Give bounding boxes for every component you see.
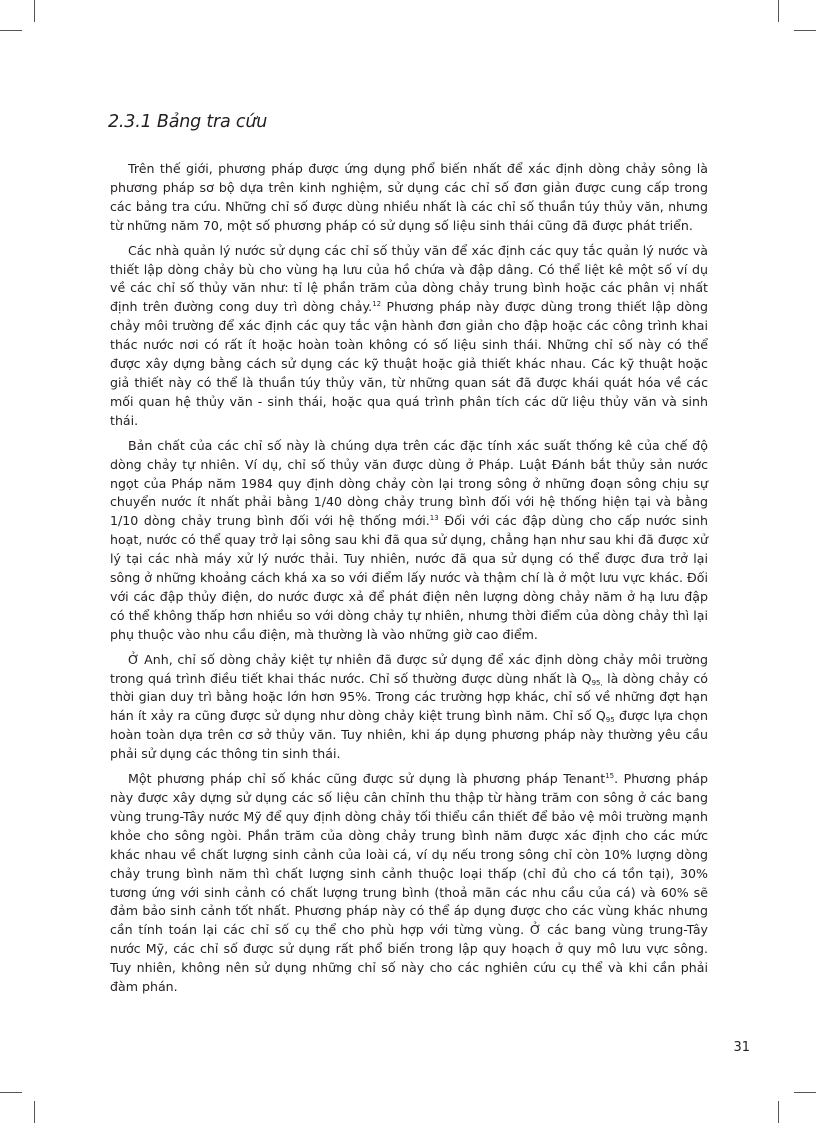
crop-mark	[794, 30, 816, 31]
body-text	[110, 160, 708, 1003]
page-number: 31	[733, 1040, 750, 1055]
paragraph	[110, 770, 708, 997]
subscript: 95	[605, 716, 615, 725]
paragraph-text: Bản chất của các chỉ số này là chúng dựa trên các đặc tính xác suất thống kê của chế độ dòng chảy tự nhiên. Ví dụ, chỉ số thủy văn được dùng ở Pháp. Luật Đánh bắt thủy sản nước ngọt của Pháp năm 1984 quy định dòng chảy còn lại trong sông ở những đoạn sông chịu sự chuyển nước ít nhất phải bằng 1/40 dòng chảy trung bình đối với hệ thống hiện tại và bằng 1/10 dòng chảy trung bình đối với hệ thống mới.	[110, 437, 708, 529]
footnote-ref: 12	[372, 300, 382, 309]
crop-mark	[34, 0, 35, 22]
crop-mark	[0, 1092, 22, 1093]
paragraph-text: Một phương pháp chỉ số khác cũng được sử dụng là phương pháp Tenant	[128, 771, 606, 787]
section-heading: 2.3.1 Bảng tra cứu	[108, 112, 268, 132]
paragraph-text: là dòng chảy có thời gian duy trì bằng hoặc lớn hơn 95%. Trong các trường hợp khác, chỉ số về những đợt hạn hán ít xảy ra cũng được sử dụng như dòng chảy kiệt trung bình năm. Chỉ số Q	[110, 670, 708, 724]
footnote-ref: 13	[429, 514, 439, 523]
paragraph-text: . Phương pháp này được xây dựng sử dụng các số liệu cân chỉnh thu thập từ hàng trăm con sông ở các bang vùng trung-Tây nước Mỹ để quy định dòng chảy tối thiểu cần thiết để bảo vệ môi trường mạnh khỏe cho sông ngòi. Phần trăm của dòng chảy trung bình năm được xác định cho các mức khác nhau về chất lượng sinh cảnh của loài cá, ví dụ nếu trong sông chỉ còn 10% lượng dòng chảy trung bình năm thì chất lượng sinh cảnh thuộc loại thấp (chỉ đủ cho cá tồn tại), 30% tương ứng với sinh cảnh có chất lượng trung bình (thoả mãn các nhu cầu của cá) và 60% sẽ đảm bảo sinh cảnh tốt nhất. Phương pháp này có thể áp dụng được cho các vùng khác nhưng cần tính toán lại các chỉ số cụ thể cho phù hợp với từng vùng. Ở các bang vùng trung-Tây nước Mỹ, các chỉ số được sử dụng rất phổ biến trong lập quy hoạch ở quy mô lưu vực sông. Tuy nhiên, không nên sử dụng những chỉ số này cho các nghiên cứu cụ thể và khi cần phải đàm phán.	[110, 771, 709, 995]
crop-mark	[778, 1101, 779, 1123]
crop-mark	[778, 0, 779, 22]
crop-mark	[34, 1101, 35, 1123]
paragraph	[110, 651, 708, 764]
crop-mark	[794, 1092, 816, 1093]
paragraph-text: Đối với các đập dùng cho cấp nước sinh hoạt, nước có thể quay trở lại sông sau khi đã qua sử dụng, chẳng hạn như sau khi đã được xử lý tại các nhà máy xử lý nước thải. Tuy nhiên, nước đã qua sử dụng có thể được đưa trở lại sông ở những khoảng cách khá xa so với điểm lấy nước và thậm chí là ở một lưu vực khác. Đối với các đập thủy điện, do nước được xả để phát điện nên lượng dòng chảy năm ở hạ lưu đập có thể không thấp hơn nhiều so với dòng chảy tự nhiên, nhưng thời điểm của dòng chảy thì lại phụ thuộc vào nhu cầu điện, mà thường là vào những giờ cao điểm.	[110, 513, 708, 642]
footnote-ref: 15	[605, 772, 615, 781]
paragraph	[110, 242, 708, 431]
paragraph-text: Ở Anh, chỉ số dòng chảy kiệt tự nhiên đã được sử dụng để xác định dòng chảy môi trường trong quá trình điều tiết khai thác nước. Chỉ số thường được dùng nhất là Q	[110, 651, 708, 686]
subscript: 95,	[591, 678, 603, 687]
paragraph-text: Các nhà quản lý nước sử dụng các chỉ số thủy văn để xác định các quy tắc quản lý nước và thiết lập dòng chảy bù cho vùng hạ lưu của hồ chứa và đập dâng. Có thể liệt kê một số ví dụ về các chỉ số thủy văn như: tỉ lệ phần trăm của dòng chảy trung bình hoặc các phân vị nhất định trên đường cong duy trì dòng chảy.	[110, 242, 708, 315]
paragraph-text: Trên thế giới, phương pháp được ứng dụng phổ biến nhất để xác định dòng chảy sông là phương pháp sơ bộ dựa trên kinh nghiệm, sử dụng các chỉ số đơn giản được cung cấp trong các bảng tra cứu. Những chỉ số được dùng nhiều nhất là các chỉ số thuần túy thủy văn, nhưng từ những năm 70, một số phương pháp có sử dụng số liệu sinh thái cũng đã được phát triển.	[110, 161, 708, 233]
paragraph	[110, 437, 708, 645]
crop-mark	[0, 30, 22, 31]
paragraph	[110, 160, 708, 236]
paragraph-text: Phương pháp này được dùng trong thiết lập dòng chảy môi trường để xác định các quy tắc vận hành đơn giản cho đập hoặc các công trình khai thác nước nơi có rất ít hoặc hoàn toàn không có số liệu sinh thái. Những chỉ số này có thể được xây dựng bằng cách sử dụng các kỹ thuật hoặc giả thiết khác nhau. Các kỹ thuật hoặc giả thiết này có thể là thuần túy thủy văn, từ những quan sát đã được khái quát hóa về các mối quan hệ thủy văn - sinh thái, hoặc qua quá trình phân tích các dữ liệu thủy văn và sinh thái.	[110, 299, 708, 428]
paragraph-text: được lựa chọn hoàn toàn dựa trên cơ sở thủy văn. Tuy nhiên, khi áp dụng phương pháp này thường yêu cầu phải sử dụng các thông tin sinh thái.	[110, 708, 708, 762]
